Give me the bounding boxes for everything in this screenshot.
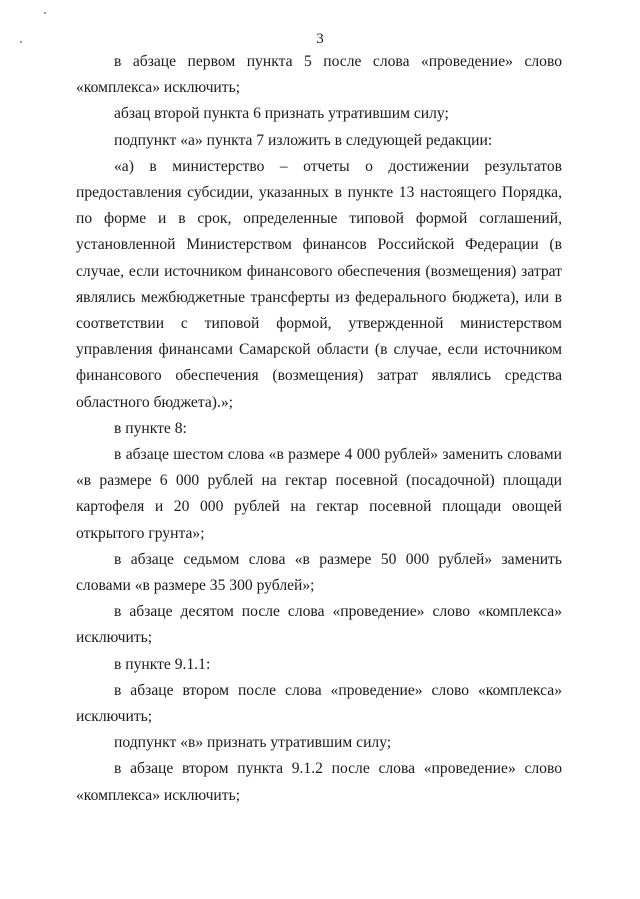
paragraph: подпункт «а» пункта 7 изложить в следующей редакции: bbox=[114, 131, 493, 149]
paragraph: в абзаце втором пункта 9.1.2 после слова «проведение» слово «комплекса» исключить; bbox=[76, 760, 562, 804]
paragraph: в абзаце шестом слова «в размере 4 000 рублей» заменить словами «в размере 6 000 рублей на гектар посевной (посадочной) площади картофеля и 20 000 рублей на гектар посевной площади овощей открытого грунта»; bbox=[76, 446, 562, 542]
paragraph: «а) в министерство – отчеты о достижении результатов предоставления субсидии, указанных в пункте 13 настоящего Порядка, по форме и в срок, определенные типовой формой соглашений, установленной Министерством финансов Российской Федерации (в случае, если источником финансового обеспечения (возмещения) затрат являлись межбюджетные трансферты из федерального бюджета), или в соответствии с типовой формой, утвержденной министерством управления финансами Самарской области (в случае, если источником финансового обеспечения (возмещения) затрат являлись средства областного бюджета).»; bbox=[76, 157, 562, 411]
paragraph: в пункте 9.1.1: bbox=[114, 655, 211, 673]
paragraph: в абзаце седьмом слова «в размере 50 000 рублей» заменить словами «в размере 35 300 рублей»; bbox=[76, 550, 562, 595]
document-body bbox=[76, 49, 562, 809]
page-number: 3 bbox=[316, 31, 324, 47]
paragraph: в абзаце втором после слова «проведение» слово «комплекса» исключить; bbox=[76, 681, 562, 726]
paragraph: абзац второй пункта 6 признать утратившим силу; bbox=[114, 105, 449, 123]
scan-speck bbox=[44, 12, 46, 14]
paragraph: в абзаце первом пункта 5 после слова «проведение» слово «комплекса» исключить; bbox=[76, 53, 562, 97]
paragraph: в абзаце десятом после слова «проведение» слово «комплекса» исключить; bbox=[76, 603, 562, 647]
paragraph: подпункт «в» признать утратившим силу; bbox=[114, 734, 392, 752]
paragraph: в пункте 8: bbox=[114, 419, 187, 437]
